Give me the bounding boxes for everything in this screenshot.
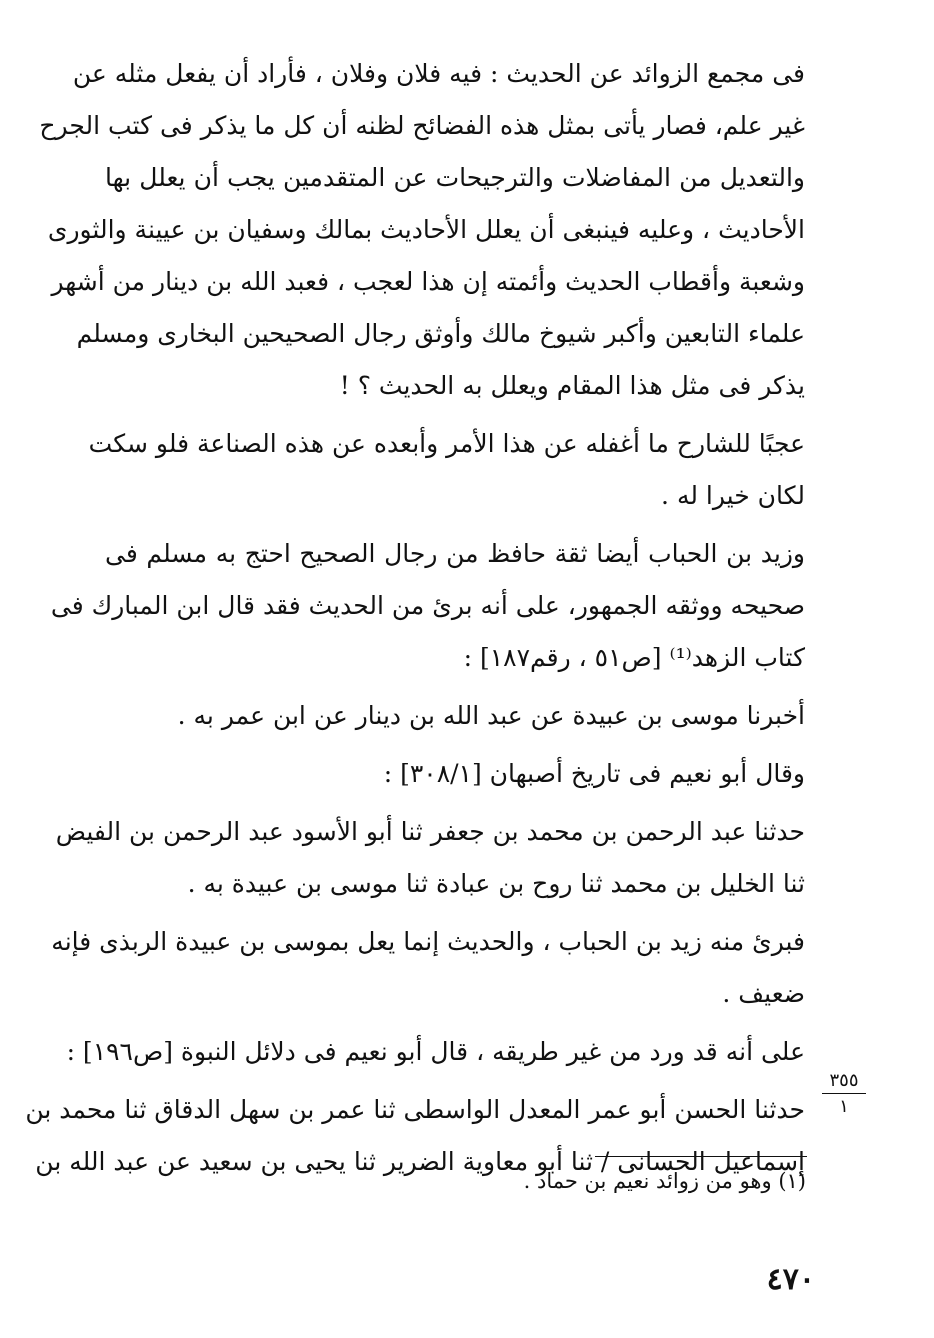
text-line: لكان خيرا له . bbox=[661, 481, 805, 510]
margin-reference-part: ١ bbox=[839, 1096, 849, 1117]
text-line: وشعبة وأقطاب الحديث وأئمته إن هذا لعجب ، فعبد الله بن دينار من أشهر bbox=[51, 267, 805, 296]
text-line: حدثنا عبد الرحمن بن محمد بن جعفر ثنا أبو الأسود عبد الرحمن بن الفيض bbox=[55, 817, 805, 846]
text-line: علماء التابعين وأكبر شيوخ مالك وأوثق رجال الصحيحين البخارى ومسلم bbox=[76, 319, 805, 348]
text-line: وقال أبو نعيم فى تاريخ أصبهان [٣٠٨/١] : bbox=[383, 759, 805, 788]
margin-reference bbox=[822, 1070, 866, 1117]
main-text bbox=[25, 48, 805, 1194]
paragraph bbox=[66, 1026, 805, 1078]
text-line: صحيحه ووثقه الجمهور، على أنه برئ من الحديث فقد قال ابن المبارك فى bbox=[50, 591, 805, 620]
text-line: الأحاديث ، وعليه فينبغى أن يعلل الأحاديث بمالك وسفيان بن عيينة والثورى bbox=[47, 215, 805, 244]
text-line: فى مجمع الزوائد عن الحديث : فيه فلان وفلان ، فأراد أن يفعل مثله عن bbox=[72, 59, 805, 88]
text-line: والتعديل من المفاضلات والترجيحات عن المتقدمين يجب أن يعلل بها bbox=[105, 163, 805, 192]
paragraph bbox=[55, 806, 805, 910]
paragraph bbox=[39, 48, 805, 412]
text-line: ثنا الخليل بن محمد ثنا روح بن عبادة ثنا موسى بن عبيدة به . bbox=[187, 869, 805, 898]
text-line: يذكر فى مثل هذا المقام ويعلل به الحديث ؟ ! bbox=[339, 371, 805, 400]
page-number: ٤٧٠ bbox=[766, 1262, 815, 1297]
paragraph bbox=[51, 916, 805, 1020]
margin-reference-volume: ٣٥٥ bbox=[822, 1070, 866, 1094]
footnote: (١) وهو من زوائد نعيم بن حماد . bbox=[523, 1169, 806, 1193]
text-line: ضعيف . bbox=[722, 979, 805, 1008]
paragraph bbox=[105, 690, 805, 742]
paragraph bbox=[50, 528, 805, 684]
text-line: غير علم، فصار يأتى بمثل هذه الفضائح لظنه أن كل ما يذكر فى كتب الجرح bbox=[39, 111, 805, 140]
text-line: إسماعيل الحسانى / ثنا أبو معاوية الضرير ثنا يحيى بن سعيد عن عبد الله بن bbox=[35, 1147, 805, 1176]
text-line: وزيد بن الحباب أيضا ثقة حافظ من رجال الصحيح احتج به مسلم فى bbox=[105, 539, 805, 568]
paragraph bbox=[105, 748, 805, 800]
text-line: كتاب الزهد⁽¹⁾ [ص٥١ ، رقم١٨٧] : bbox=[463, 643, 805, 672]
text-line: حدثنا الحسن أبو عمر المعدل الواسطى ثنا عمر بن سهل الدقاق ثنا محمد بن bbox=[25, 1095, 805, 1124]
text-line: أخبرنا موسى بن عبيدة عن عبد الله بن دينار عن ابن عمر به . bbox=[177, 701, 805, 730]
text-line: عجبًا للشارح ما أغفله عن هذا الأمر وأبعده عن هذه الصناعة فلو سكت bbox=[88, 429, 805, 458]
paragraph bbox=[88, 418, 805, 522]
footnote-separator bbox=[595, 1156, 807, 1157]
text-line: فبرئ منه زيد بن الحباب ، والحديث إنما يعل بموسى بن عبيدة الربذى فإنه bbox=[51, 927, 805, 956]
text-line: على أنه قد ورد من غير طريقه ، قال أبو نعيم فى دلائل النبوة [ص١٩٦] : bbox=[66, 1037, 805, 1066]
